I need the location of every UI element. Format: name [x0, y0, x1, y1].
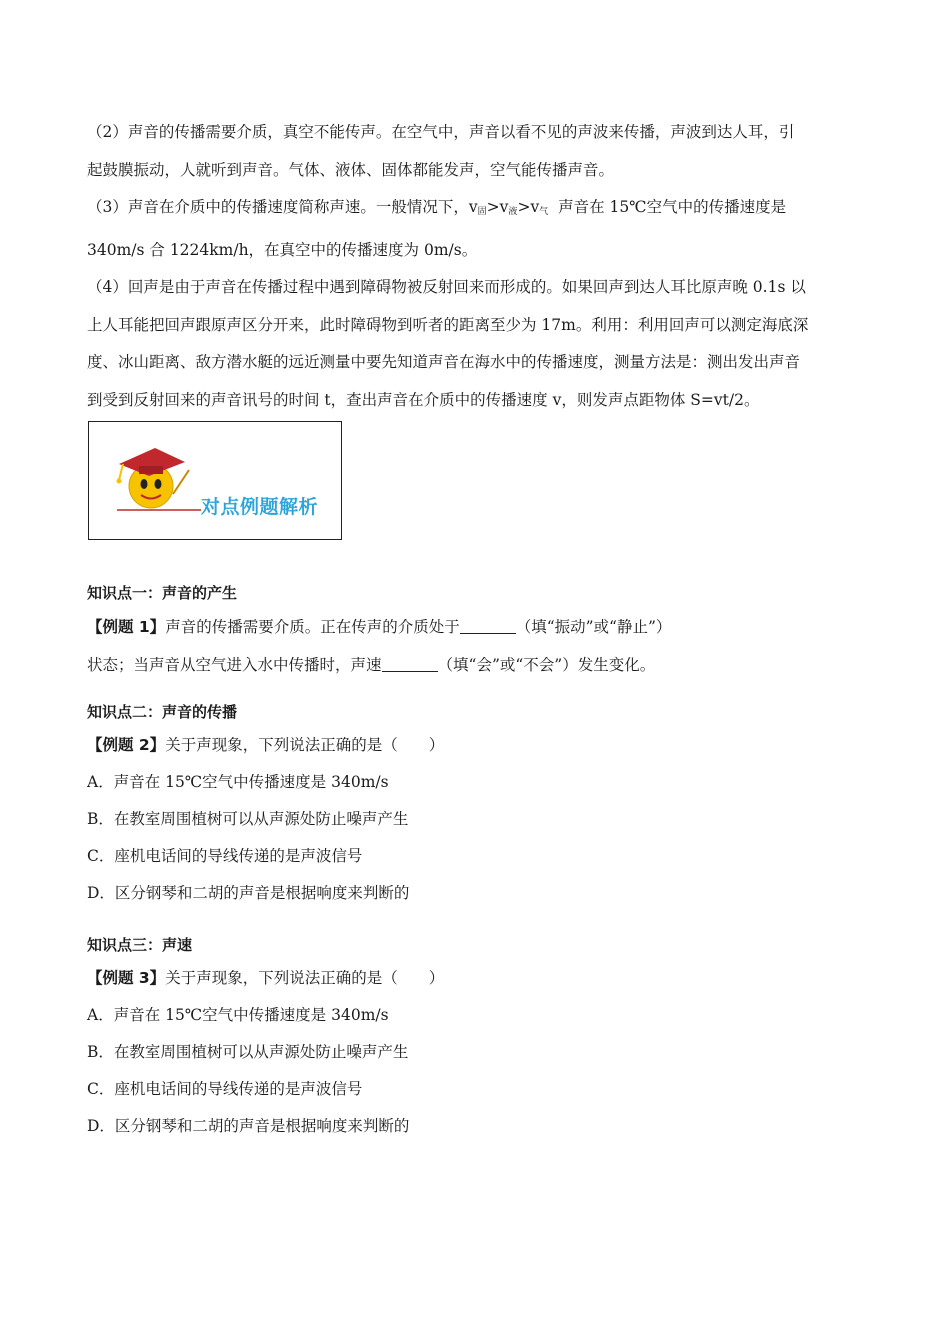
- example-2-option-b: B．在教室周围植树可以从声源处防止噪声产生: [87, 810, 409, 828]
- banner-title: 对点例题解析: [201, 496, 319, 518]
- paragraph-2-line-1: （2）声音的传播需要介质，真空不能传声。在空气中，声音以看不见的声波来传播，声波到达人耳，引: [87, 123, 795, 141]
- paragraph-3-line-1: （3）声音在介质中的传播速度简称声速。一般情况下，$v_固>v_液>v_气$ 声音在 15℃空气中的传播速度是: [87, 198, 787, 217]
- example-3-option-b: B．在教室周围植树可以从声源处防止噪声产生: [87, 1043, 409, 1061]
- mascot-icon: [89, 422, 343, 541]
- section-3-heading: 知识点三：声速: [87, 936, 193, 954]
- section-3: [87, 930, 863, 1145]
- section-1: [87, 578, 863, 684]
- example-3-question: 【例题 3】关于声现象，下列说法正确的是（ ）: [87, 969, 445, 987]
- example-3-option-c: C．座机电话间的导线传递的是声波信号: [87, 1080, 363, 1098]
- paragraph-4-line-1: （4）回声是由于声音在传播过程中遇到障碍物被反射回来而形成的。如果回声到达人耳比原声晚 0.1s 以: [87, 278, 806, 296]
- example-2-question: 【例题 2】关于声现象，下列说法正确的是（ ）: [87, 736, 445, 754]
- paragraph-2-line-2: 起鼓膜振动，人就听到声音。气体、液体、固体都能发声，空气能传播声音。: [87, 160, 615, 179]
- example-3-option-a: A．声音在 15℃空气中传播速度是 340m/s: [87, 1006, 389, 1024]
- section-2-heading: 知识点二：声音的传播: [87, 703, 238, 721]
- paragraph-4-line-4: 到受到反射回来的声音讯号的时间 t，查出声音在介质中的传播速度 v，则发声点距物体 S=vt/2。: [87, 390, 760, 409]
- example-2-option-a: A．声音在 15℃空气中传播速度是 340m/s: [87, 773, 389, 791]
- section-1-heading: 知识点一：声音的产生: [87, 584, 238, 602]
- example-2-option-d: D．区分钢琴和二胡的声音是根据响度来判断的: [87, 884, 410, 902]
- paragraph-3-line-2: 340m/s 合 1224km/h，在真空中的传播速度为 0m/s。: [87, 240, 478, 259]
- example-1-line-1: 【例题 1】声音的传播需要介质。正在传声的介质处于 （填“振动”或“静止”）: [87, 618, 672, 636]
- paragraph-4-line-3: 度、冰山距离、敌方潜水艇的远近测量中要先知道声音在海水中的传播速度，测量方法是：测出发出声音: [87, 353, 801, 371]
- intro-text: [87, 114, 863, 419]
- answer-blank-2[interactable]: [382, 657, 438, 672]
- answer-blank-1[interactable]: [460, 619, 516, 634]
- example-analysis-banner: [88, 421, 342, 540]
- paragraph-4-line-2: 上人耳能把回声跟原声区分开来，此时障碍物到听者的距离至少为 17m。利用：利用回声可以测定海底深: [87, 315, 809, 334]
- speed-v-solid: v: [468, 198, 478, 216]
- section-2: [87, 697, 863, 912]
- example-2-option-c: C．座机电话间的导线传递的是声波信号: [87, 847, 363, 865]
- example-1-line-2: 状态；当声音从空气进入水中传播时，声速 （填“会”或“不会”）发生变化。: [87, 656, 656, 674]
- example-3-option-d: D．区分钢琴和二胡的声音是根据响度来判断的: [87, 1117, 410, 1135]
